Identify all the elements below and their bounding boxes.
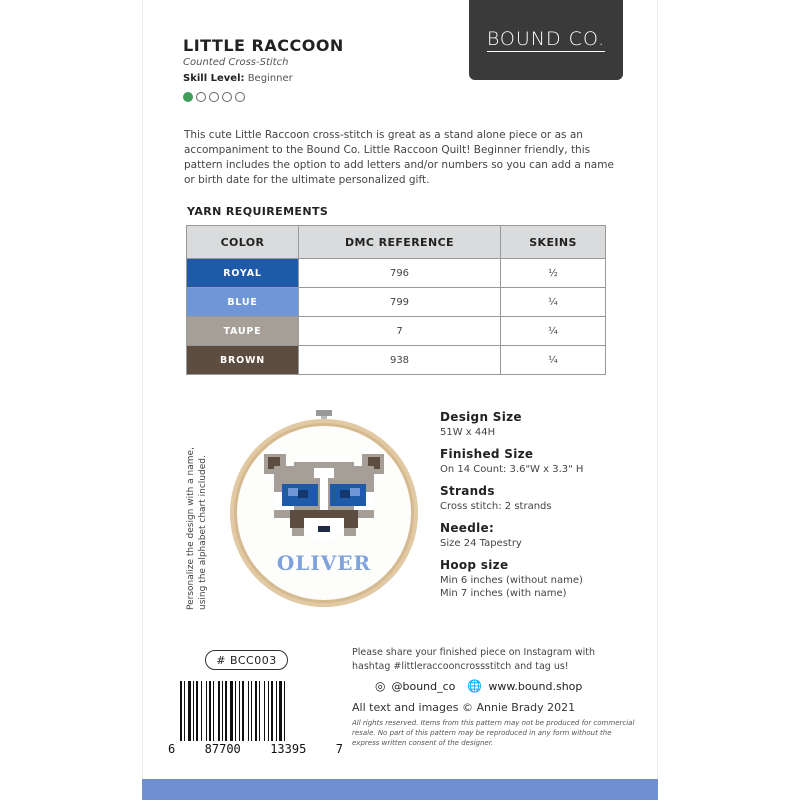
skeins-cell: ½ — [501, 259, 606, 288]
pattern-subtitle: Counted Cross-Stitch — [183, 57, 289, 68]
skill-dot-empty-icon — [209, 92, 219, 102]
col-header-color: COLOR — [187, 226, 299, 259]
barcode-digit-group: 13395 — [270, 742, 307, 756]
skill-rating-dots — [183, 92, 245, 102]
skeins-cell: ¼ — [501, 288, 606, 317]
social-links — [375, 679, 582, 693]
skill-level-value: Beginner — [247, 73, 293, 84]
spec-value: Min 7 inches (with name) — [440, 588, 567, 599]
skill-dot-empty-icon — [196, 92, 206, 102]
skeins-cell: ¼ — [501, 346, 606, 375]
spec-strands — [440, 484, 583, 513]
brand-logo-text: BOUND CO. — [486, 28, 606, 50]
spec-value: 51W x 44H — [440, 427, 496, 438]
barcode-digit-group: 7 — [335, 742, 343, 756]
personalize-note-line: using the alphabet chart included. — [198, 455, 208, 610]
personalize-note-line: Personalize the design with a name, — [186, 447, 196, 610]
personalize-note — [185, 410, 209, 610]
barcode-number — [168, 742, 343, 756]
barcode-image — [178, 681, 333, 741]
yarn-table — [186, 225, 606, 375]
table-row — [187, 346, 606, 375]
globe-icon: 🌐 — [467, 679, 483, 693]
skill-dot-empty-icon — [235, 92, 245, 102]
table-row — [187, 317, 606, 346]
color-swatch-cell: TAUPE — [187, 317, 299, 346]
spec-value: Cross stitch: 2 strands — [440, 501, 552, 512]
sku-badge: # BCC003 — [205, 650, 288, 670]
skill-dot-empty-icon — [222, 92, 232, 102]
instagram-icon: ◎ — [375, 679, 386, 693]
hoop-name-text: OLIVER — [276, 551, 372, 575]
pattern-description: This cute Little Raccoon cross-stitch is great as a stand alone piece or as an accompaniment to the Bound Co. Little Raccoon Quilt! Beginner friendly, this pattern includes the option to add letters and/or numbers so you can add a name or birth date for the ultimate personalized gift. — [184, 129, 614, 186]
pattern-title: LITTLE RACCOON — [183, 36, 344, 55]
yarn-table-header-row — [187, 226, 606, 259]
col-header-dmc: DMC REFERENCE — [299, 226, 501, 259]
table-row — [187, 259, 606, 288]
share-note: Please share your finished piece on Instagram with hashtag #littleraccooncrossstitch and tag us! — [352, 647, 596, 672]
barcode-digit-group: 6 — [168, 742, 176, 756]
brand-logo — [469, 0, 623, 80]
col-header-skeins: SKEINS — [501, 226, 606, 259]
skill-dot-filled-icon — [183, 92, 193, 102]
yarn-requirements-title: YARN REQUIREMENTS — [187, 205, 329, 218]
spec-hoop-size — [440, 558, 583, 600]
spec-label: Design Size — [440, 410, 522, 424]
skill-level-label: Skill Level: — [183, 73, 245, 84]
spec-label: Strands — [440, 484, 495, 498]
dmc-cell: 938 — [299, 346, 501, 375]
hoop-preview — [224, 410, 424, 610]
spec-label: Needle: — [440, 521, 495, 535]
instagram-handle-link[interactable]: @bound_co — [391, 679, 456, 693]
website-link[interactable]: www.bound.shop — [488, 679, 583, 693]
spec-value: On 14 Count: 3.6"W x 3.3" H — [440, 464, 584, 475]
skill-level — [183, 73, 293, 84]
spec-value: Size 24 Tapestry — [440, 538, 522, 549]
spec-label: Finished Size — [440, 447, 534, 461]
copyright-notice: All text and images © Annie Brady 2021 — [352, 701, 576, 714]
skeins-cell: ¼ — [501, 317, 606, 346]
specs-panel — [440, 410, 583, 608]
color-swatch-cell: BLUE — [187, 288, 299, 317]
spec-design-size — [440, 410, 583, 439]
table-row — [187, 288, 606, 317]
hoop-screw-icon — [316, 410, 332, 416]
dmc-cell: 799 — [299, 288, 501, 317]
color-swatch-cell: ROYAL — [187, 259, 299, 288]
dmc-cell: 796 — [299, 259, 501, 288]
legal-notice: All rights reserved. Items from this pattern may not be produced for commercial resale. No part of this pattern may be reproduced in any form without the express written consent of the designer. — [352, 719, 635, 747]
barcode-digit-group: 87700 — [204, 742, 241, 756]
embroidery-hoop-illustration — [224, 410, 424, 610]
dmc-cell: 7 — [299, 317, 501, 346]
spec-value: Min 6 inches (without name) — [440, 575, 583, 586]
bottom-accent-bar — [142, 779, 658, 800]
color-swatch-cell: BROWN — [187, 346, 299, 375]
spec-finished-size — [440, 447, 583, 476]
spec-label: Hoop size — [440, 558, 509, 572]
spec-needle — [440, 521, 583, 550]
